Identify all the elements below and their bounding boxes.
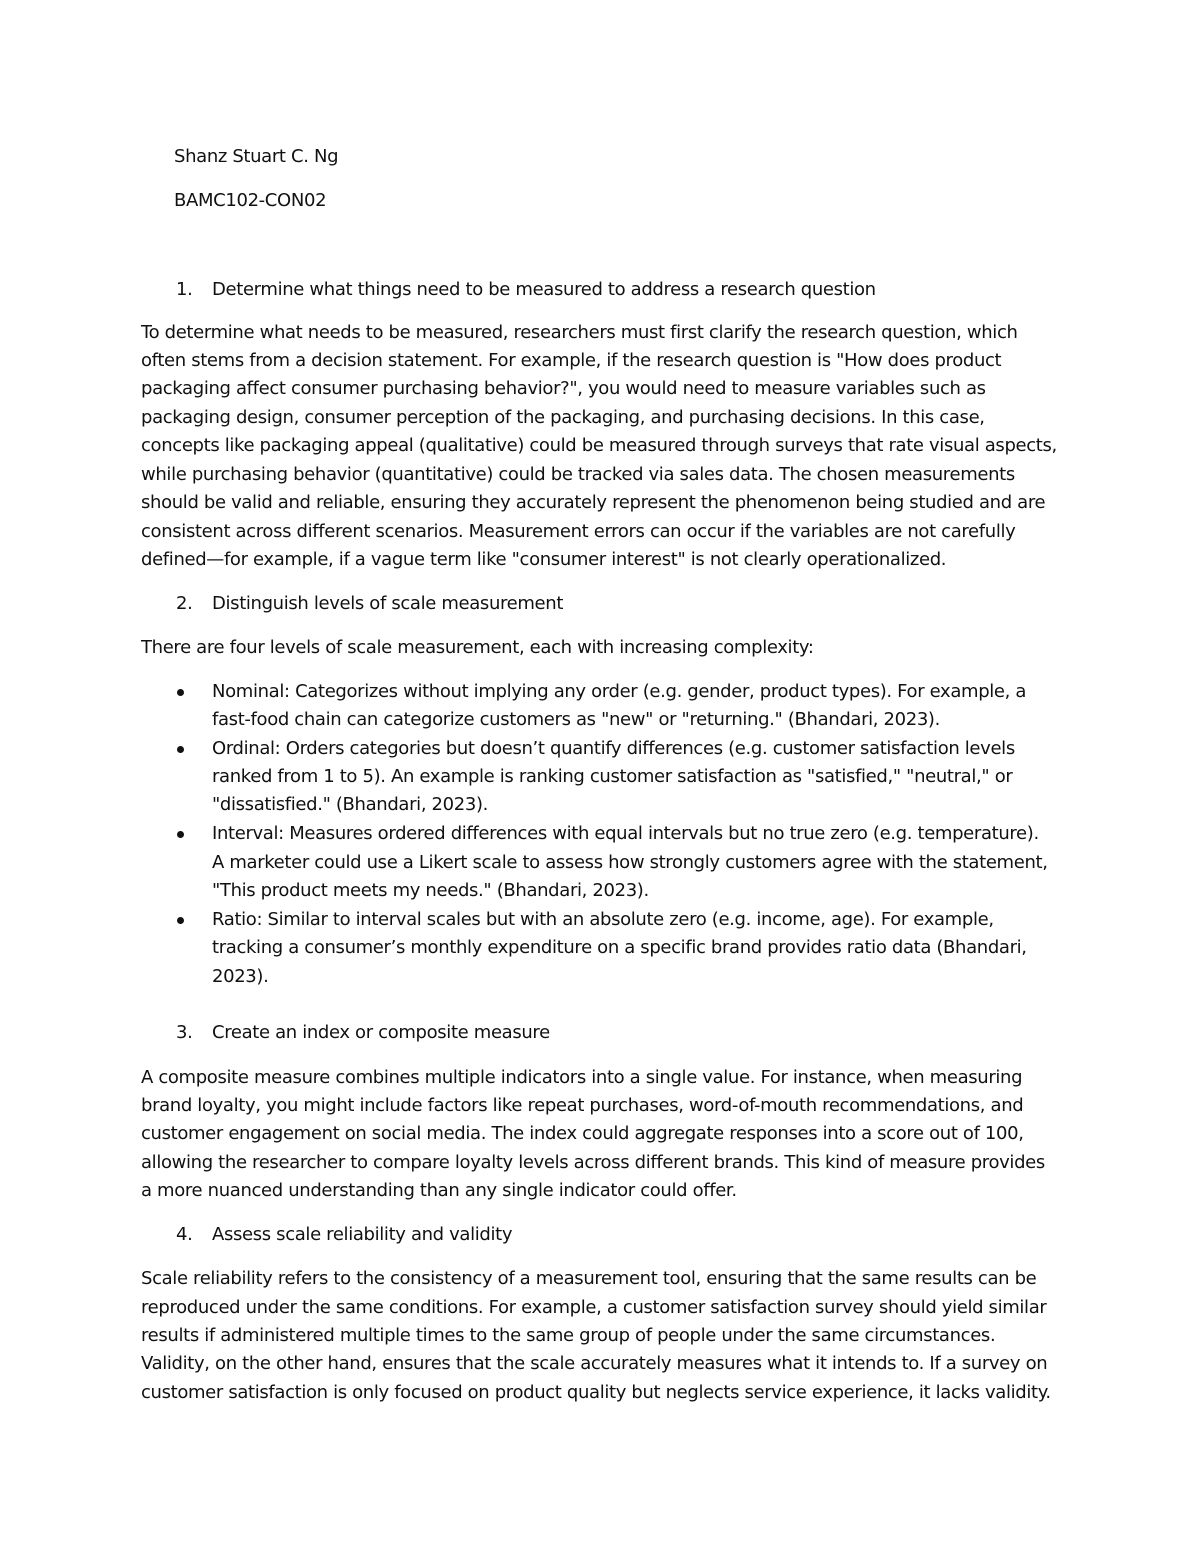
- bullet-icon: [177, 917, 184, 924]
- section-4-paragraph-line: customer satisfaction is only focused on product quality but neglects service experience, it lacks validity.: [141, 1382, 1051, 1403]
- section-4-paragraph-line: results if administered multiple times to the same group of people under the same circumstances.: [141, 1325, 996, 1346]
- bullet-line: Nominal: Categorizes without implying any order (e.g. gender, product types). For example, a: [212, 681, 1027, 702]
- bullet-line: Ratio: Similar to interval scales but with an absolute zero (e.g. income, age). For example,: [212, 909, 994, 930]
- bullet-line: tracking a consumer’s monthly expenditure on a specific brand provides ratio data (Bhandari,: [212, 937, 1027, 958]
- section-1-paragraph-line: concepts like packaging appeal (qualitative) could be measured through surveys that rate visual aspects,: [141, 435, 1057, 456]
- section-1-paragraph-line: while purchasing behavior (quantitative) could be tracked via sales data. The chosen measurements: [141, 464, 1015, 485]
- section-3-paragraph-line: allowing the researcher to compare loyalty levels across different brands. This kind of measure provides: [141, 1152, 1045, 1173]
- section-3-number: 3.: [176, 1022, 193, 1043]
- section-4-heading: Assess scale reliability and validity: [212, 1224, 513, 1245]
- section-1-paragraph-line: To determine what needs to be measured, researchers must first clarify the research question, which: [141, 322, 1018, 343]
- section-2-number: 2.: [176, 593, 193, 614]
- bullet-icon: [177, 831, 184, 838]
- bullet-line: Ordinal: Orders categories but doesn’t quantify differences (e.g. customer satisfaction levels: [212, 738, 1015, 759]
- section-3-paragraph-line: a more nuanced understanding than any single indicator could offer.: [141, 1180, 737, 1201]
- section-1-paragraph-line: often stems from a decision statement. For example, if the research question is "How does product: [141, 350, 1002, 371]
- section-2-intro: There are four levels of scale measurement, each with increasing complexity:: [141, 637, 814, 658]
- section-3-heading: Create an index or composite measure: [212, 1022, 550, 1043]
- bullet-line: "dissatisfied." (Bhandari, 2023).: [212, 794, 489, 815]
- section-1-paragraph-line: should be valid and reliable, ensuring they accurately represent the phenomenon being studied and are: [141, 492, 1046, 513]
- section-3-paragraph-line: A composite measure combines multiple indicators into a single value. For instance, when measuring: [141, 1067, 1023, 1088]
- bullet-line: ranked from 1 to 5). An example is ranking customer satisfaction as "satisfied," "neutral," or: [212, 766, 1013, 787]
- section-1-paragraph-line: packaging affect consumer purchasing behavior?", you would need to measure variables such as: [141, 378, 986, 399]
- section-3-paragraph-line: customer engagement on social media. The index could aggregate responses into a score out of 100,: [141, 1123, 1024, 1144]
- section-1-paragraph-line: consistent across different scenarios. Measurement errors can occur if the variables are not carefully: [141, 521, 1016, 542]
- section-1-paragraph-line: defined—for example, if a vague term like "consumer interest" is not clearly operationalized.: [141, 549, 947, 570]
- author-name: Shanz Stuart C. Ng: [174, 146, 339, 167]
- section-1-heading: Determine what things need to be measured to address a research question: [212, 279, 876, 300]
- course-code: BAMC102-CON02: [174, 190, 327, 211]
- bullet-icon: [177, 689, 184, 696]
- section-1-paragraph-line: packaging design, consumer perception of the packaging, and purchasing decisions. In this case,: [141, 407, 985, 428]
- section-1-number: 1.: [176, 279, 193, 300]
- section-3-paragraph-line: brand loyalty, you might include factors like repeat purchases, word-of-mouth recommendations, and: [141, 1095, 1024, 1116]
- section-4-paragraph-line: reproduced under the same conditions. For example, a customer satisfaction survey should yield similar: [141, 1297, 1047, 1318]
- bullet-line: "This product meets my needs." (Bhandari, 2023).: [212, 880, 649, 901]
- bullet-icon: [177, 746, 184, 753]
- section-4-paragraph-line: Scale reliability refers to the consistency of a measurement tool, ensuring that the same results can be: [141, 1268, 1037, 1289]
- bullet-line: Interval: Measures ordered differences with equal intervals but no true zero (e.g. temperature).: [212, 823, 1039, 844]
- bullet-line: A marketer could use a Likert scale to assess how strongly customers agree with the statement,: [212, 852, 1048, 873]
- bullet-line: 2023).: [212, 966, 269, 987]
- section-2-heading: Distinguish levels of scale measurement: [212, 593, 564, 614]
- section-4-number: 4.: [176, 1224, 193, 1245]
- bullet-line: fast-food chain can categorize customers as "new" or "returning." (Bhandari, 2023).: [212, 709, 940, 730]
- section-4-paragraph-line: Validity, on the other hand, ensures that the scale accurately measures what it intends to. If a survey on: [141, 1353, 1048, 1374]
